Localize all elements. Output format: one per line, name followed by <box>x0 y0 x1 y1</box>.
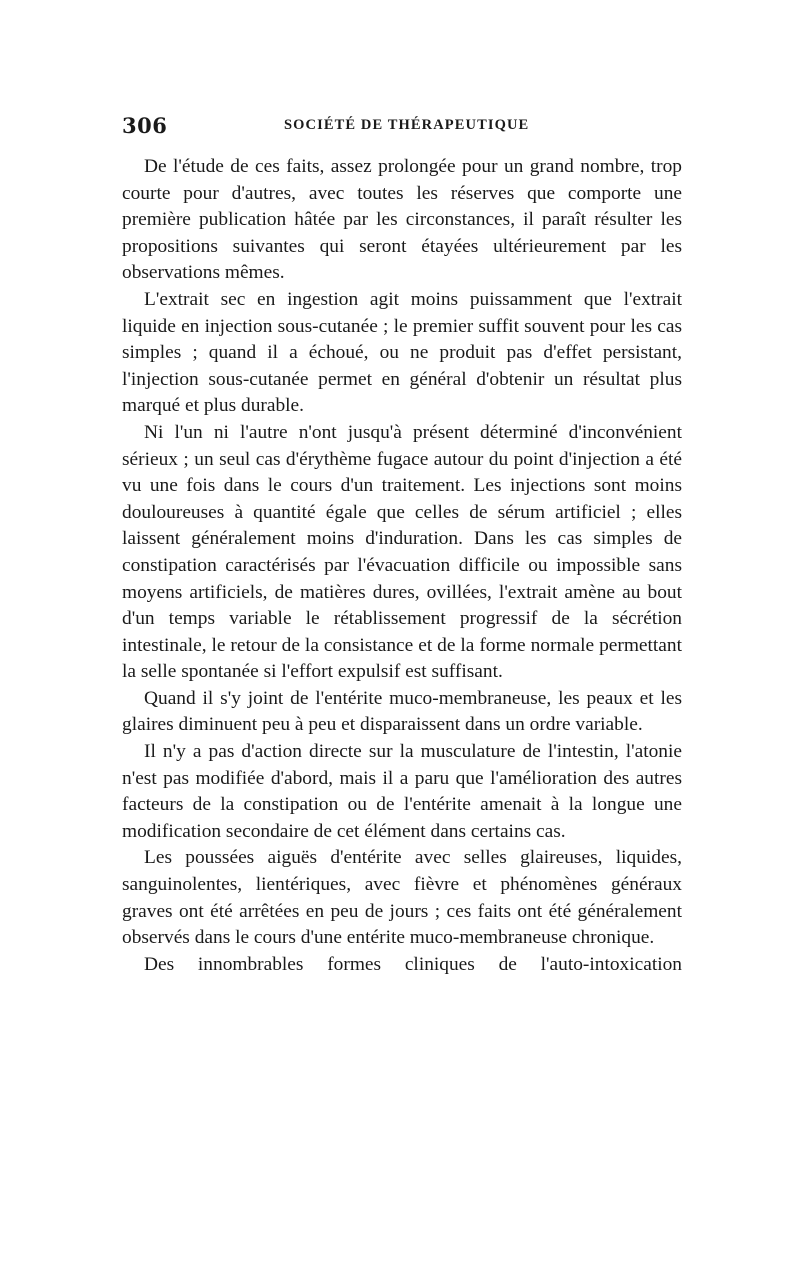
paragraph: L'extrait sec en ingestion agit moins puissamment que l'extrait liquide en injection sous-cutanée ; le premier suffit souvent pour les cas simples ; quand il a échoué, ou ne produit pas d'effet persistant, l'injection sous-cutanée permet en général d'obtenir un résultat plus marqué et plus durable. <box>122 288 682 417</box>
running-title: SOCIÉTÉ DE THÉRAPEUTIQUE <box>284 117 530 133</box>
paragraph: Les poussées aiguës d'entérite avec selles glaireuses, liquides, sanguinolentes, lientériques, avec fièvre et phénomènes généraux graves ont été arrêtées en peu de jours ; ces faits ont été généralement observés dans le cours d'une entérite muco-membraneuse chronique. <box>122 847 682 949</box>
paragraph: Il n'y a pas d'action directe sur la musculature de l'intestin, l'atonie n'est pas modifiée d'abord, mais il a paru que l'amélioration des autres facteurs de la constipation ou de l'entérite amenait à la longue une modification secondaire de cet élément dans certains cas. <box>122 741 682 842</box>
paragraph: Ni l'un ni l'autre n'ont jusqu'à présent déterminé d'inconvénient sérieux ; un seul cas d'érythème fugace autour du point d'injection a été vu une fois dans le cours d'un traitement. Les injections sont moins douloureuses à quantité égale que celles de sérum artificiel ; elles laissent généralement moins d'induration. Dans les cas simples de constipation caractérisés par l'évacuation difficile ou impossible sans moyens artificiels, de matières dures, ovillées, l'extrait amène au bout d'un temps variable le rétablissement progressif de la sécrétion intestinale, le retour de la consistance et de la forme normale permettant la selle spontanée si l'effort expulsif est suffisant. <box>122 421 682 683</box>
paragraph: De l'étude de ces faits, assez prolongée pour un grand nombre, trop courte pour d'autres, avec toutes les réserves que comporte une première publication hâtée par les circonstances, il paraît résulter les propositions suivantes qui seront étayées ultérieurement par les observations mêmes. <box>122 156 682 284</box>
body-text <box>122 154 682 978</box>
paragraph: Quand il s'y joint de l'entérite muco-membraneuse, les peaux et les glaires diminuent peu à peu et disparaissent dans un ordre variable. <box>122 687 682 736</box>
page-number: 306 <box>122 113 168 138</box>
paragraph-last: Des innombrables formes cliniques de l'auto-intoxication <box>144 953 682 975</box>
page-header <box>122 113 682 141</box>
